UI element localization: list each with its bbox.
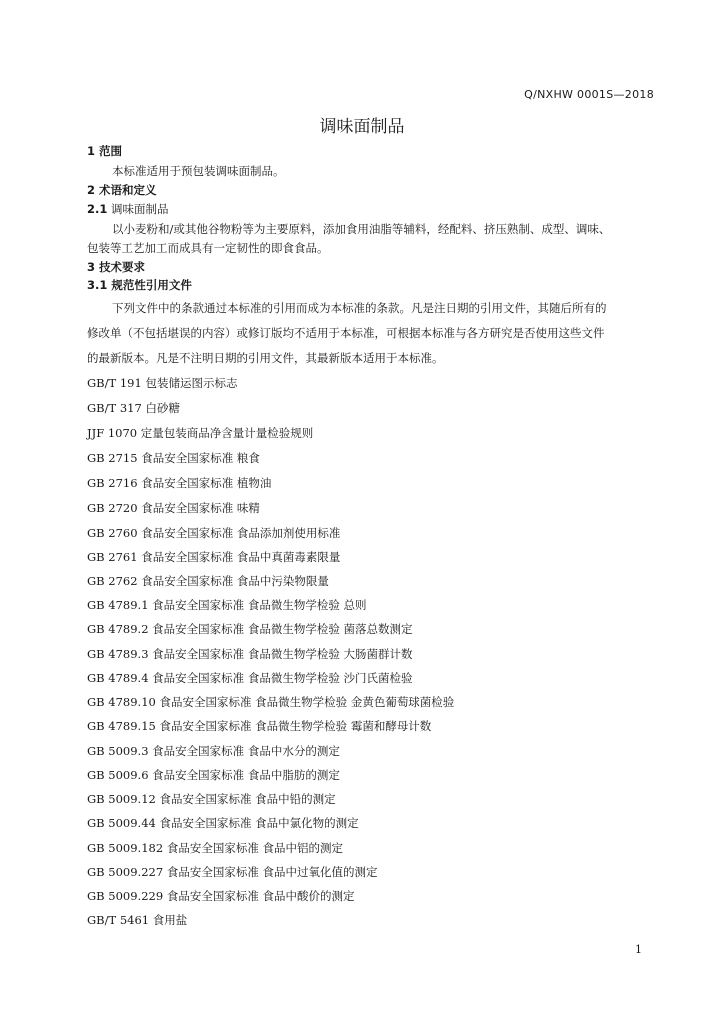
reference-item: GB 5009.44 食品安全国家标准 食品中氯化物的测定: [87, 816, 359, 830]
reference-item: GB 5009.12 食品安全国家标准 食品中铅的测定: [87, 792, 336, 806]
reference-item: GB 4789.15 食品安全国家标准 食品微生物学检验 霉菌和酵母计数: [87, 719, 432, 733]
reference-item: GB 5009.229 食品安全国家标准 食品中酸价的测定: [87, 889, 355, 903]
page-number: 1: [635, 943, 642, 956]
reference-item: GB 5009.3 食品安全国家标准 食品中水分的测定: [87, 744, 340, 758]
reference-item: GB/T 191 包装储运图示标志: [87, 376, 238, 390]
section-2-1-number: 2.1: [87, 202, 108, 216]
section-2-1-text-line1: 以小麦粉和/或其他谷物粉等为主要原料，添加食用油脂等辅料，经配料、挤压熟制、成型、调味、: [112, 222, 611, 236]
section-3-1-para-line1: 下列文件中的条款通过本标准的引用而成为本标准的条款。凡是注日期的引用文件，其随后所有的: [112, 301, 607, 315]
reference-item: GB 4789.10 食品安全国家标准 食品微生物学检验 金黄色葡萄球菌检验: [87, 695, 455, 709]
reference-item: GB 2720 食品安全国家标准 味精: [87, 501, 260, 515]
reference-item: GB 4789.1 食品安全国家标准 食品微生物学检验 总则: [87, 598, 367, 612]
reference-item: GB 5009.227 食品安全国家标准 食品中过氧化值的测定: [87, 865, 378, 879]
reference-item: JJF 1070 定量包装商品净含量计量检验规则: [87, 426, 314, 440]
reference-item: GB 2715 食品安全国家标准 粮食: [87, 451, 260, 465]
reference-item: GB 2760 食品安全国家标准 食品添加剂使用标准: [87, 526, 341, 540]
section-2-1-heading: [87, 201, 169, 217]
section-3-heading: 3 技术要求: [87, 260, 146, 274]
reference-item: GB 4789.2 食品安全国家标准 食品微生物学检验 菌落总数测定: [87, 622, 413, 636]
reference-item: GB 4789.3 食品安全国家标准 食品微生物学检验 大肠菌群计数: [87, 647, 413, 661]
section-1-heading: 1 范围: [87, 144, 123, 158]
reference-item: GB 2762 食品安全国家标准 食品中污染物限量: [87, 574, 329, 588]
reference-item: GB 2761 食品安全国家标准 食品中真菌毒素限量: [87, 550, 341, 564]
reference-item: GB 2716 食品安全国家标准 植物油: [87, 476, 272, 490]
document-code: Q/NXHW 0001S—2018: [524, 88, 654, 101]
section-2-1-text-line2: 包装等工艺加工而成具有一定韧性的即食食品。: [87, 241, 329, 255]
section-3-1-para-line2: 修改单（不包括堪误的内容）或修订版均不适用于本标准，可根据本标准与各方研究是否使用这些文件: [87, 326, 605, 340]
section-3-1-heading: 3.1 规范性引用文件: [87, 278, 192, 292]
reference-item: GB/T 5461 食用盐: [87, 913, 188, 927]
section-2-heading: 2 术语和定义: [87, 183, 157, 197]
reference-item: GB 4789.4 食品安全国家标准 食品微生物学检验 沙门氏菌检验: [87, 671, 413, 685]
document-title: 调味面制品: [319, 117, 405, 137]
section-1-text: 本标准适用于预包装调味面制品。: [112, 164, 285, 178]
reference-item: GB/T 317 白砂糖: [87, 401, 180, 415]
section-2-1-title: 调味面制品: [111, 202, 169, 216]
section-3-1-para-line3: 的最新版本。凡是不注明日期的引用文件，其最新版本适用于本标准。: [87, 351, 444, 365]
reference-item: GB 5009.182 食品安全国家标准 食品中铝的测定: [87, 841, 343, 855]
reference-item: GB 5009.6 食品安全国家标准 食品中脂肪的测定: [87, 768, 340, 782]
